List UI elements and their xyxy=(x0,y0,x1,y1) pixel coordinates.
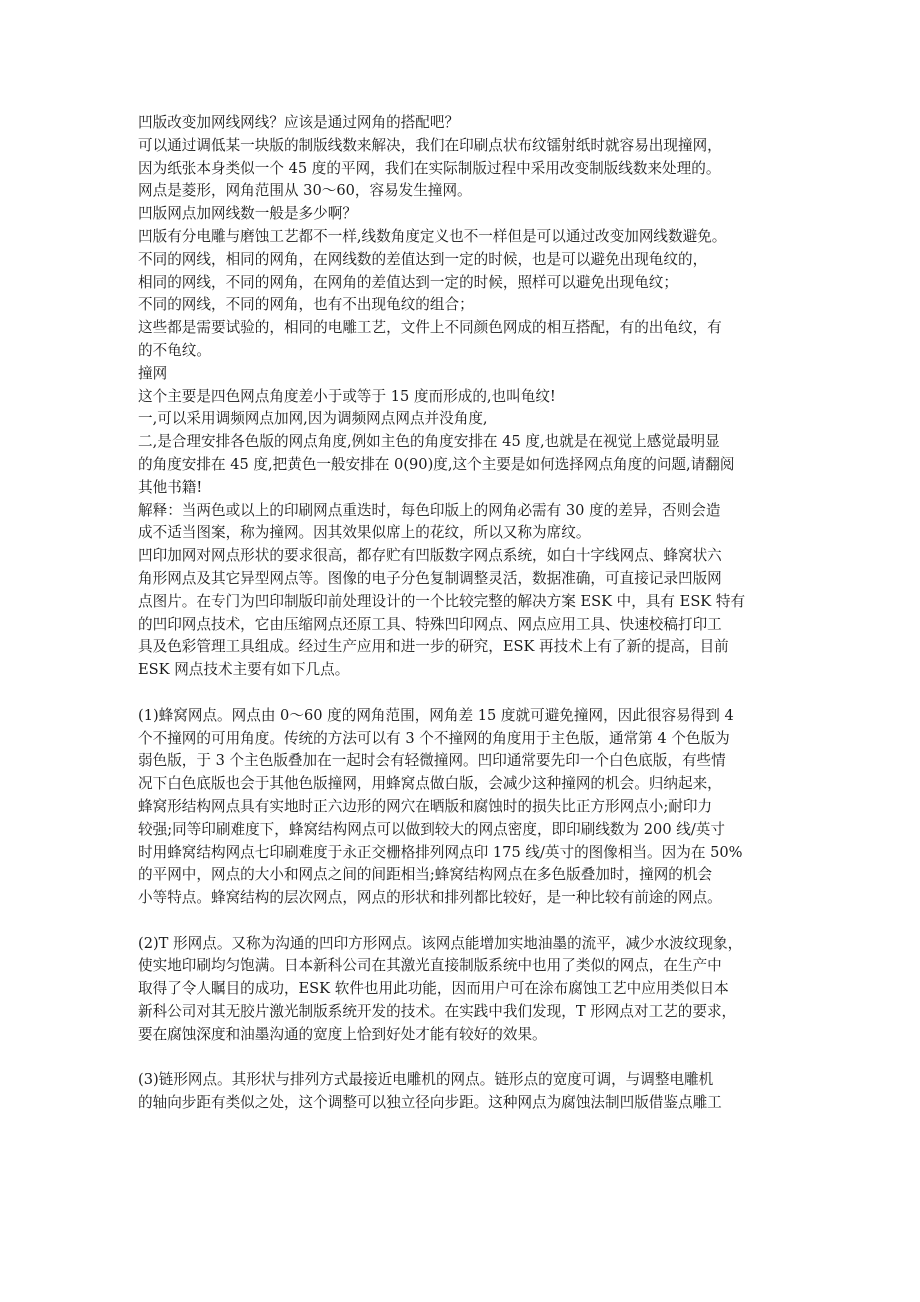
document-body xyxy=(138,112,798,1115)
text-line: 使实地印刷均匀饱满。日本新科公司在其激光直接制版系统中也用了类似的网点，在生产中 xyxy=(138,957,722,975)
text-line: 具及色彩管理工具组成。经过生产应用和进一步的研究，ESK 再技术上有了新的提高，目前 xyxy=(138,638,729,656)
text-line: 的凹印网点技术，它由压缩网点还原工具、特殊凹印网点、网点应用工具、快速校稿打印工 xyxy=(138,615,722,633)
text-line: 不同的网线，不同的网角，也有不出现龟纹的组合； xyxy=(138,296,474,314)
text-line: (3)链形网点。其形状与排列方式最接近电雕机的网点。链形点的宽度可调，与调整电雕机 xyxy=(138,1071,714,1089)
text-line: 要在腐蚀深度和油墨沟通的宽度上恰到好处才能有较好的效果。 xyxy=(138,1025,547,1043)
paragraph-gap xyxy=(138,682,798,705)
text-line: 凹印加网对网点形状的要求很高，都存贮有凹版数字网点系统，如白十字线网点、蜂窝状六 xyxy=(138,547,722,565)
text-line: 蜂窝形结构网点具有实地时正六边形的网穴在晒版和腐蚀时的损失比正方形网点小;耐印力 xyxy=(138,797,713,815)
text-line: 的轴向步距有类似之处，这个调整可以独立径向步距。这种网点为腐蚀法制凹版借鉴点雕工 xyxy=(138,1094,722,1112)
text-line: 凹版改变加网线网线？应该是通过网角的搭配吧？ xyxy=(138,114,460,131)
text-line: ESK 网点技术主要有如下几点。 xyxy=(138,661,350,679)
text-line: 角形网点及其它异型网点等。图像的电子分色复制调整灵活，数据准确，可直接记录凹版网 xyxy=(138,569,722,587)
text-line: 的角度安排在 45 度,把黄色一般安排在 0(90)度,这个主要是如何选择网点角度的问题,请翻阅 xyxy=(138,455,735,473)
text-line: 个不撞网的可用角度。传统的方法可以有 3 个不撞网的角度用于主色版，通常第 4 个色版为 xyxy=(138,729,730,747)
text-line: 一,可以采用调频网点加网,因为调频网点网点并没角度, xyxy=(138,410,488,428)
text-line: 解释：当两色或以上的印刷网点重迭时，每色印版上的网角必需有 30 度的差异，否则会造 xyxy=(138,501,721,519)
text-line: 新科公司对其无胶片激光制版系统开发的技术。在实践中我们发现，T 形网点对工艺的要求， xyxy=(138,1003,737,1021)
text-line: 撞网 xyxy=(138,364,168,382)
text-line: 因为纸张本身类似一个 45 度的平网，我们在实际制版过程中采用改变制版线数来处理的。 xyxy=(138,159,721,177)
text-line: (2)T 形网点。又称为沟通的凹印方形网点。该网点能增加实地油墨的流平，减少水波纹现象， xyxy=(138,934,743,952)
text-line: 这些都是需要试验的，相同的电雕工艺，文件上不同颜色网成的相互搭配，有的出龟纹，有 xyxy=(138,319,722,337)
text-line: 不同的网线，相同的网角，在网线数的差值达到一定的时候，也是可以避免出现龟纹的， xyxy=(138,250,708,268)
text-line: 的不龟纹。 xyxy=(138,341,211,359)
text-line: 相同的网线，不同的网角，在网角的差值达到一定的时候，照样可以避免出现龟纹； xyxy=(138,273,678,291)
text-line: 取得了令人瞩目的成功，ESK 软件也用此功能，因而用户可在涂布腐蚀工艺中应用类似日本 xyxy=(138,980,729,998)
text-line: 的平网中，网点的大小和网点之间的间距相当;蜂窝结构网点在多色版叠加时，撞网的机会 xyxy=(138,866,713,884)
text-line: 凹版有分电雕与磨蚀工艺都不一样,线数角度定义也不一样但是可以通过改变加网线数避免。 xyxy=(138,227,727,245)
paragraph-gap xyxy=(138,1047,798,1070)
text-line: 其他书籍! xyxy=(138,478,203,496)
paragraph-gap xyxy=(138,910,798,933)
text-line: (1)蜂窝网点。网点由 0～60 度的网角范围，网角差 15 度就可避免撞网，因此很容易得到 4 xyxy=(138,706,734,724)
text-line: 况下白色底版也会于其他色版撞网，用蜂窝点做白版，会减少这种撞网的机会。归纳起来， xyxy=(138,775,722,793)
text-line: 这个主要是四色网点角度差小于或等于 15 度而形成的,也叫龟纹! xyxy=(138,387,556,405)
text-line: 弱色版，于 3 个主色版叠加在一起时会有轻微撞网。凹印通常要先印一个白色底版，有些情 xyxy=(138,752,726,770)
text-line: 时用蜂窝结构网点七印刷难度于永正交栅格排列网点印 175 线/英寸的图像相当。因为在 50% xyxy=(138,843,743,861)
text-line: 点图片。在专门为凹印制版印前处理设计的一个比较完整的解决方案 ESK 中，具有 ESK 特有 xyxy=(138,592,746,610)
text-line: 网点是菱形，网角范围从 30～60，容易发生撞网。 xyxy=(138,182,472,200)
text-line: 凹版网点加网线数一般是多少啊？ xyxy=(138,205,357,223)
text-line: 较强;同等印刷难度下，蜂窝结构网点可以做到较大的网点密度，即印刷线数为 200 线/英寸 xyxy=(138,820,725,838)
text-line: 成不适当图案，称为撞网。因其效果似席上的花纹，所以又称为席纹。 xyxy=(138,524,591,542)
text-line: 二,是合理安排各色版的网点角度,例如主色的角度安排在 45 度,也就是在视觉上感觉最明显 xyxy=(138,433,720,451)
text-line: 小等特点。蜂窝结构的层次网点，网点的形状和排列都比较好，是一种比较有前途的网点。 xyxy=(138,889,722,907)
text-line: 可以通过调低某一块版的制版线数来解决，我们在印刷点状布纹镭射纸时就容易出现撞网， xyxy=(138,136,722,154)
